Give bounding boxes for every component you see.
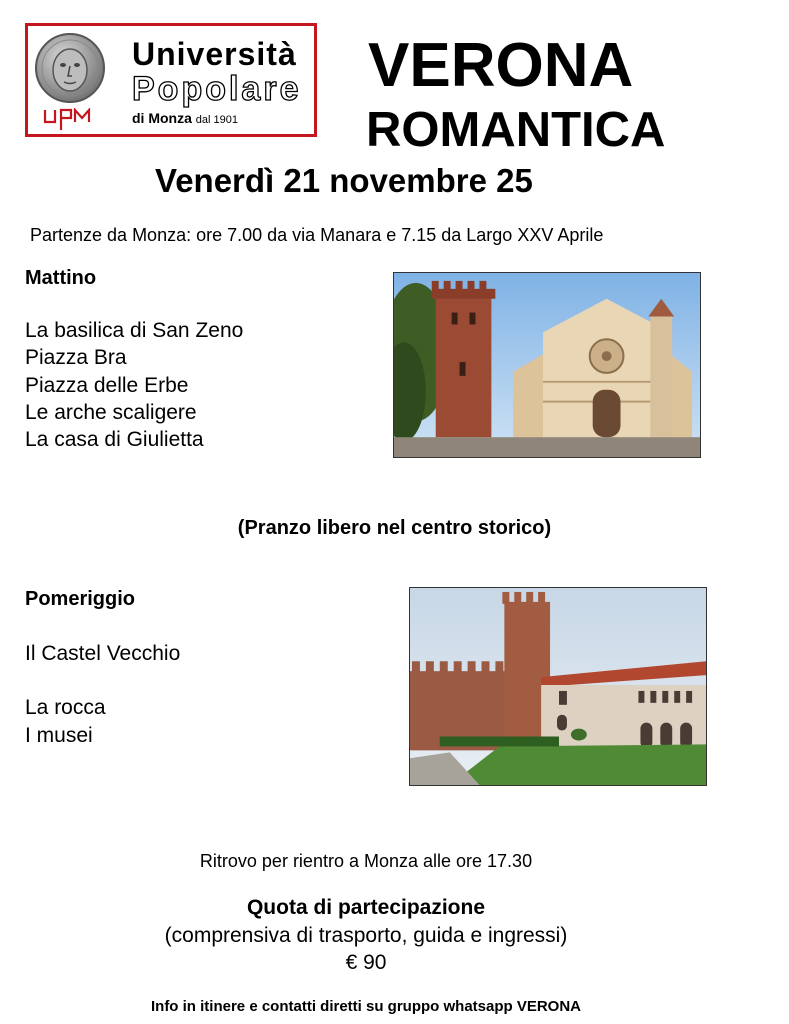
logo-box [25, 23, 317, 137]
logo-monza [132, 110, 238, 126]
title-romantica: ROMANTICA [366, 103, 666, 157]
logo-popolare: Popolare [132, 70, 302, 108]
castelvecchio-photo [409, 587, 707, 786]
lunch-note: (Pranzo libero nel centro storico) [237, 517, 552, 539]
morning-heading: Mattino [25, 267, 97, 289]
event-date: Venerdì 21 novembre 25 [155, 162, 533, 199]
logo-since: dal 1901 [195, 114, 238, 126]
list-item: Il Castel Vecchio [25, 642, 181, 665]
list-item: La basilica di San Zeno [25, 319, 244, 342]
title-verona: VERONA [368, 31, 634, 100]
list-item: Piazza delle Erbe [25, 373, 189, 397]
morning-list [25, 317, 243, 453]
list-item: La rocca [25, 696, 106, 720]
info-footer: Info in itinere e contatti diretti su gruppo whatsapp VERONA [150, 998, 582, 1015]
fee-heading: Quota di partecipazione [246, 896, 486, 919]
list-spacer [25, 667, 180, 694]
upm-mark-icon [42, 108, 92, 132]
afternoon-heading: Pomeriggio [25, 588, 136, 610]
coin-face-icon [34, 32, 106, 104]
logo-university: Università [132, 36, 297, 72]
list-item: La casa di Giulietta [25, 428, 204, 452]
departures-text: Partenze da Monza: ore 7.00 da via Manara e 7.15 da Largo XXV Aprile [30, 225, 604, 245]
meeting-time: Ritrovo per rientro a Monza alle ore 17.30 [199, 851, 533, 871]
price: € 90 [345, 951, 387, 974]
afternoon-list [25, 640, 180, 749]
logo-city: di Monza [132, 110, 192, 126]
fee-note: (comprensiva di trasporto, guida e ingressi) [164, 924, 568, 947]
list-item: Piazza Bra [25, 346, 127, 370]
list-item: Le arche scaligere [25, 400, 197, 424]
san-zeno-photo [393, 272, 701, 458]
list-item: I musei [25, 723, 93, 747]
